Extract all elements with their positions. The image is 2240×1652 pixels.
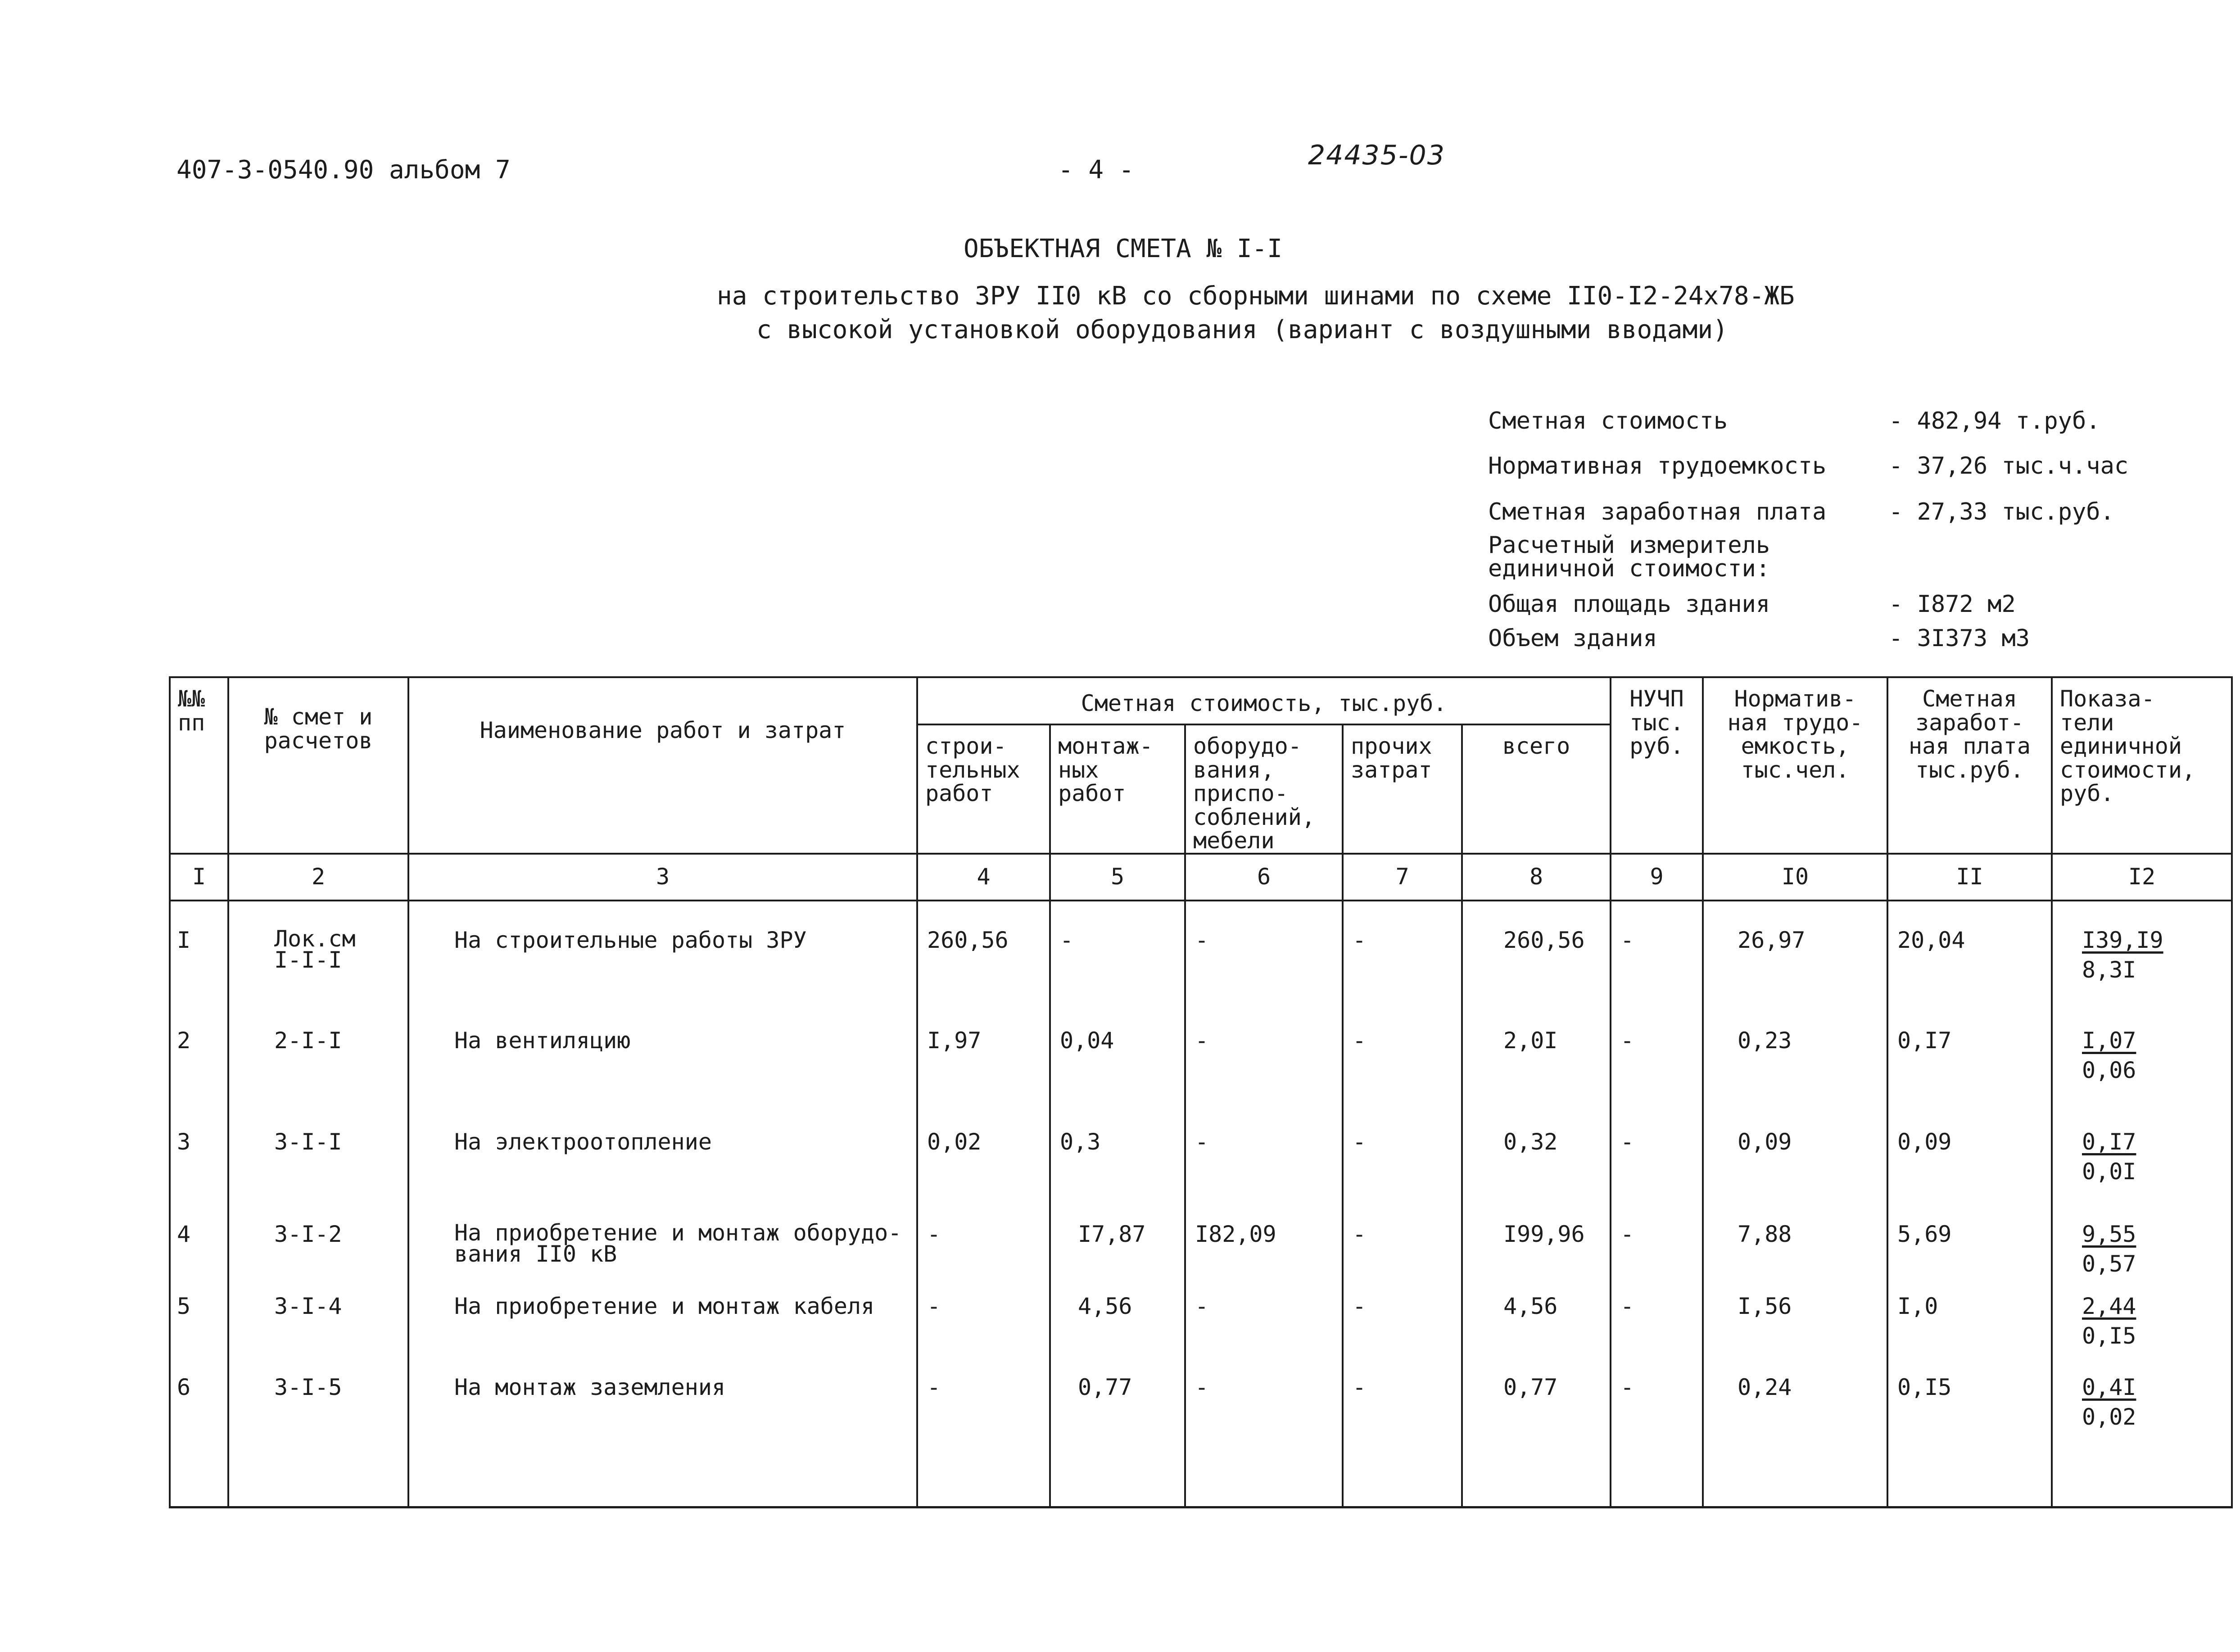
wages: 5,69 xyxy=(1897,1221,1952,1247)
construction-cost: - xyxy=(927,1293,941,1319)
estimate-ref: 3-I-5 xyxy=(274,1374,342,1400)
document-code: 407-3-0540.90 альбом 7 xyxy=(176,155,511,185)
header-cost-group: Сметная стоимость, тыс.руб. xyxy=(917,677,1611,724)
wages: 0,I7 xyxy=(1897,1027,1952,1054)
summary-label-labor: Нормативная трудоемкость xyxy=(1488,453,1827,480)
other-cost: - xyxy=(1353,1128,1367,1155)
wages: 0,09 xyxy=(1897,1128,1952,1155)
row-number: 2 xyxy=(177,1027,191,1054)
header-installation-works: монтаж- ных работ xyxy=(1050,724,1185,854)
wages: 20,04 xyxy=(1897,927,1965,953)
total-cost: 4,56 xyxy=(1503,1293,1558,1319)
column-number: 6 xyxy=(1185,854,1343,901)
column-number: 3 xyxy=(408,854,917,901)
unit-cost: $\frac{I39,I9}{8,3I}$ xyxy=(2082,927,2163,983)
wages: 0,I5 xyxy=(1897,1374,1952,1400)
summary-value-volume: - 3I373 м3 xyxy=(1889,625,2030,652)
header-row-number: №№ пп xyxy=(170,677,228,854)
work-name: На вентиляцию xyxy=(454,1027,631,1054)
column-number: I xyxy=(170,854,228,901)
equipment-cost: - xyxy=(1195,927,1209,953)
construction-cost: - xyxy=(927,1374,941,1400)
estimate-subtitle-line-1: на строительство ЗРУ II0 кВ со сборными шинами по схеме II0-I2-24х78-ЖБ xyxy=(717,281,1795,311)
installation-cost: - xyxy=(1060,927,1074,953)
header-estimate-ref: № смет и расчетов xyxy=(228,677,408,854)
column-number: 2 xyxy=(228,854,408,901)
estimate-table xyxy=(169,676,2233,1508)
summary-label-volume: Объем здания xyxy=(1488,625,1657,652)
column-number: 9 xyxy=(1611,854,1703,901)
work-name: На монтаж заземления xyxy=(454,1374,726,1400)
table-row xyxy=(170,901,2232,1002)
row-number: 3 xyxy=(177,1128,191,1155)
other-cost: - xyxy=(1353,1374,1367,1400)
unit-cost: $\frac{9,55}{0,57}$ xyxy=(2082,1221,2136,1277)
estimate-subtitle-line-2: с высокой установкой оборудования (вариант с воздушными вводами) xyxy=(756,315,1728,344)
nuchp-value: - xyxy=(1620,1128,1634,1155)
nuchp-value: - xyxy=(1620,1374,1634,1400)
row-number: 5 xyxy=(177,1293,191,1319)
column-number: I0 xyxy=(1703,854,1887,901)
work-name: На электроотопление xyxy=(454,1128,712,1155)
handwritten-inventory-number: 24435-03 xyxy=(1308,140,1445,171)
labor-intensity: 0,24 xyxy=(1738,1374,1792,1400)
header-nuchp: НУЧП тыс. руб. xyxy=(1611,677,1703,854)
other-cost: - xyxy=(1353,1221,1367,1247)
work-name: На приобретение и монтаж кабеля xyxy=(454,1293,875,1319)
column-number: 5 xyxy=(1050,854,1185,901)
nuchp-value: - xyxy=(1620,1293,1634,1319)
header-unit-cost: Показа- тели единичной стоимости, руб. xyxy=(2052,677,2232,854)
column-number: II xyxy=(1887,854,2052,901)
equipment-cost: - xyxy=(1195,1374,1209,1400)
summary-value-cost: - 482,94 т.руб. xyxy=(1889,407,2100,434)
installation-cost: 4,56 xyxy=(1078,1293,1132,1319)
unit-cost: $\frac{0,I7}{0,0I}$ xyxy=(2082,1128,2136,1185)
header-work-name: Наименование работ и затрат xyxy=(408,677,917,854)
column-number: I2 xyxy=(2052,854,2232,901)
work-name: На строительные работы ЗРУ xyxy=(454,927,807,953)
labor-intensity: 0,09 xyxy=(1738,1128,1792,1155)
summary-label-cost: Сметная стоимость xyxy=(1488,407,1728,434)
column-number: 8 xyxy=(1462,854,1611,901)
unit-cost: $\frac{I,07}{0,06}$ xyxy=(2082,1027,2136,1083)
summary-value-wages: - 27,33 тыс.руб. xyxy=(1889,498,2114,525)
summary-value-area: - I872 м2 xyxy=(1889,591,2016,618)
equipment-cost: - xyxy=(1195,1027,1209,1054)
column-number: 7 xyxy=(1343,854,1462,901)
summary-label-unit-meter: Расчетный измеритель единичной стоимости: xyxy=(1488,532,1770,582)
column-number: 4 xyxy=(917,854,1050,901)
table-row xyxy=(170,1002,2232,1103)
page-number: - 4 - xyxy=(1058,155,1134,185)
estimate-ref: 3-I-4 xyxy=(274,1293,342,1319)
other-cost: - xyxy=(1353,927,1367,953)
construction-cost: I,97 xyxy=(927,1027,982,1054)
installation-cost: 0,04 xyxy=(1060,1027,1114,1054)
nuchp-value: - xyxy=(1620,1221,1634,1247)
labor-intensity: 7,88 xyxy=(1738,1221,1792,1247)
labor-intensity: 26,97 xyxy=(1738,927,1806,953)
total-cost: 0,77 xyxy=(1503,1374,1558,1400)
row-number: I xyxy=(177,927,191,953)
total-cost: 260,56 xyxy=(1503,927,1585,953)
equipment-cost: - xyxy=(1195,1128,1209,1155)
table-row xyxy=(170,1276,2232,1358)
labor-intensity: I,56 xyxy=(1738,1293,1792,1319)
labor-intensity: 0,23 xyxy=(1738,1027,1792,1054)
equipment-cost: I82,09 xyxy=(1195,1221,1276,1247)
installation-cost: 0,3 xyxy=(1060,1128,1101,1155)
row-number: 6 xyxy=(177,1374,191,1400)
header-construction-works: строи- тельных работ xyxy=(917,724,1050,854)
unit-cost: $\frac{2,44}{0,I5}$ xyxy=(2082,1293,2136,1349)
other-cost: - xyxy=(1353,1293,1367,1319)
estimate-title: ОБЪЕКТНАЯ СМЕТА № I-I xyxy=(964,234,1283,263)
unit-cost: $\frac{0,4I}{0,02}$ xyxy=(2082,1374,2136,1430)
summary-label-wages: Сметная заработная плата xyxy=(1488,498,1827,525)
construction-cost: - xyxy=(927,1221,941,1247)
row-number: 4 xyxy=(177,1221,191,1247)
header-wages: Сметная заработ- ная плата тыс.руб. xyxy=(1887,677,2052,854)
header-other-costs: прочих затрат xyxy=(1343,724,1462,854)
header-total: всего xyxy=(1462,724,1611,854)
estimate-ref: 3-I-2 xyxy=(274,1221,342,1247)
table-row xyxy=(170,1358,2232,1507)
equipment-cost: - xyxy=(1195,1293,1209,1319)
total-cost: 0,32 xyxy=(1503,1128,1558,1155)
summary-label-area: Общая площадь здания xyxy=(1488,591,1770,618)
nuchp-value: - xyxy=(1620,1027,1634,1054)
estimate-ref: Лок.см I-I-I xyxy=(274,925,356,973)
estimate-ref: 2-I-I xyxy=(274,1027,342,1054)
work-name: На приобретение и монтаж оборудо- вания II0 кВ xyxy=(454,1219,902,1267)
header-labor-intensity: Норматив- ная трудо- емкость, тыс.чел. xyxy=(1703,677,1887,854)
wages: I,0 xyxy=(1897,1293,1938,1319)
header-equipment: оборудо- вания, приспо- соблений, мебели xyxy=(1185,724,1343,854)
total-cost: 2,0I xyxy=(1503,1027,1558,1054)
total-cost: I99,96 xyxy=(1503,1221,1585,1247)
construction-cost: 0,02 xyxy=(927,1128,982,1155)
summary-value-labor: - 37,26 тыс.ч.час xyxy=(1889,453,2129,480)
estimate-ref: 3-I-I xyxy=(274,1128,342,1155)
construction-cost: 260,56 xyxy=(927,927,1009,953)
nuchp-value: - xyxy=(1620,927,1634,953)
other-cost: - xyxy=(1353,1027,1367,1054)
installation-cost: I7,87 xyxy=(1078,1221,1146,1247)
table-row xyxy=(170,1103,2232,1195)
installation-cost: 0,77 xyxy=(1078,1374,1132,1400)
table-row xyxy=(170,1195,2232,1276)
